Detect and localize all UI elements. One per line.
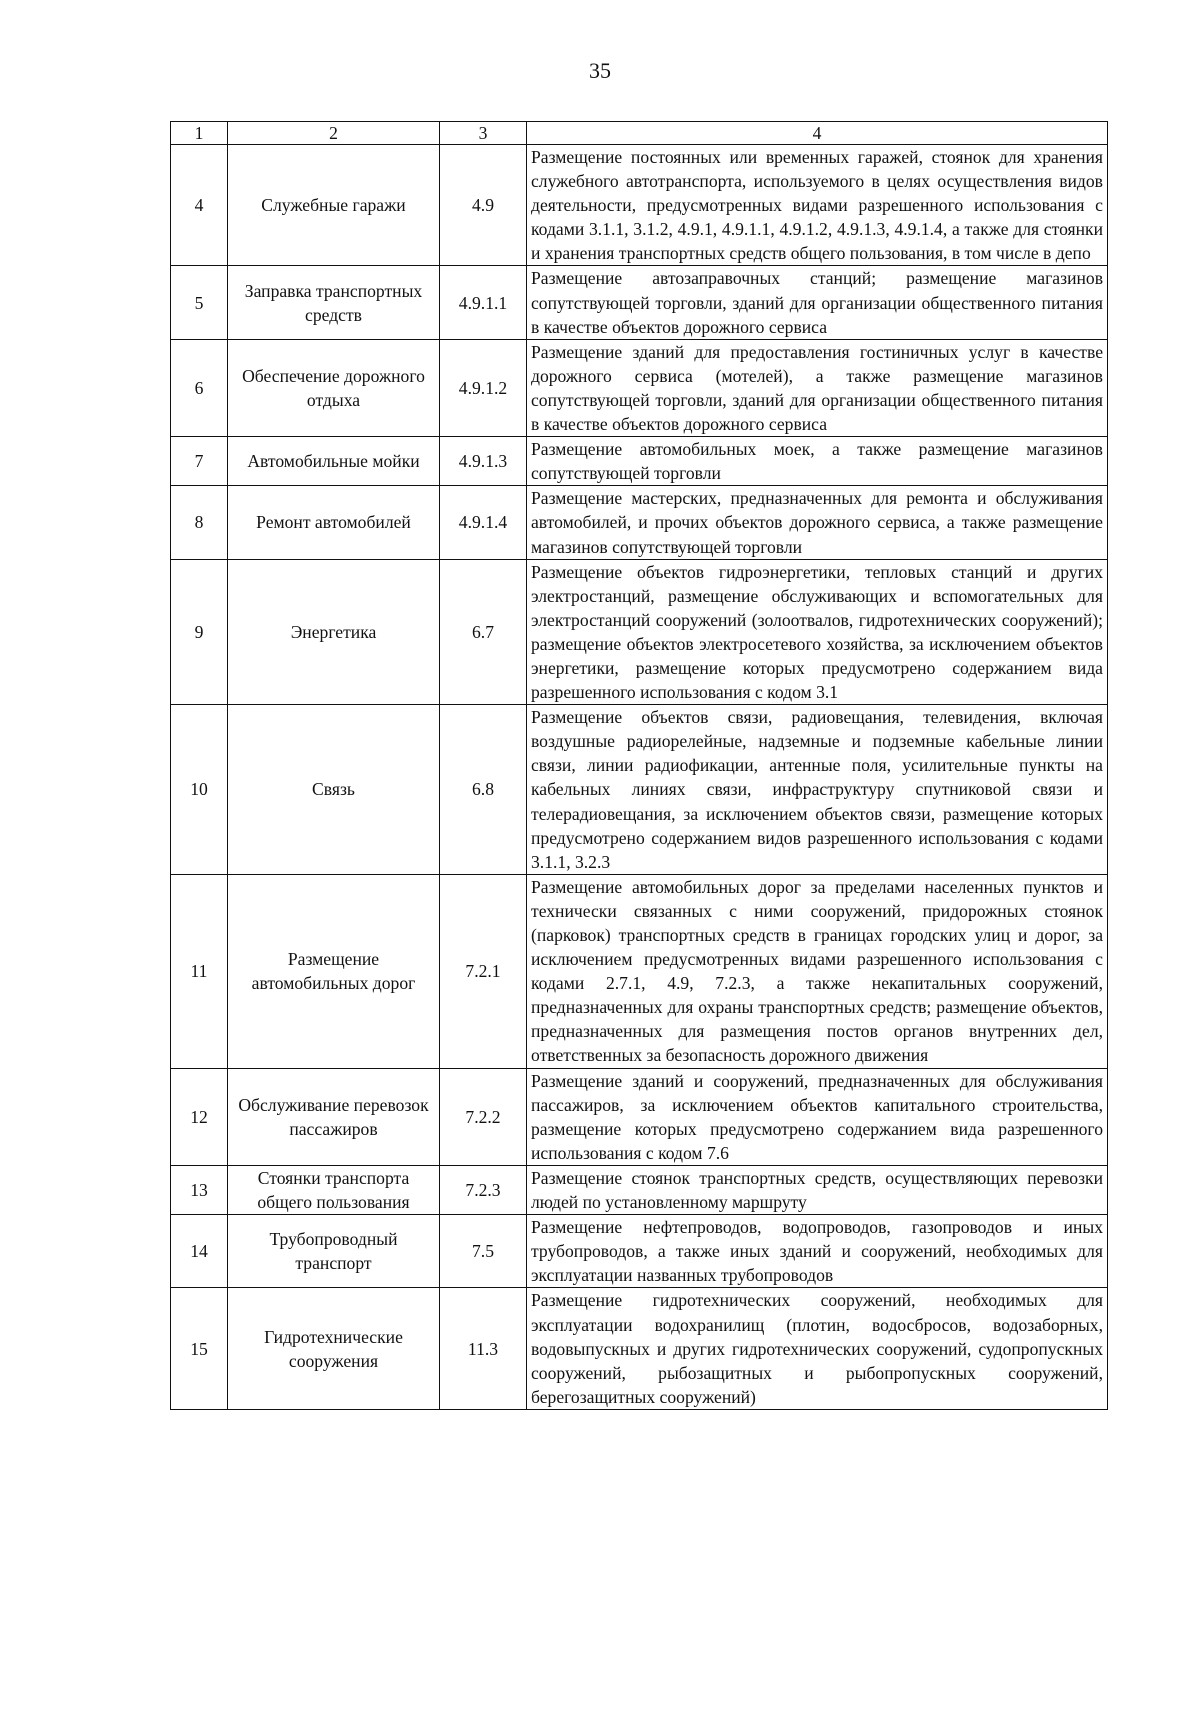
land-use-description: Размещение зданий и сооружений, предназначенных для обслуживания пассажиров, за исключением объектов капитального строительства, размещение которых предусмотрено содержанием вида разрешенного использования с кодом 7.6 [527, 1068, 1108, 1165]
land-use-table [170, 121, 1108, 1410]
land-use-code: 4.9.1.3 [440, 437, 527, 486]
table-row [171, 145, 1108, 266]
page-number: 35 [589, 58, 611, 83]
land-use-code: 7.2.1 [440, 874, 527, 1068]
land-use-description: Размещение гидротехнических сооружений, необходимых для эксплуатации водохранилищ (плотин, водосбросов, водозаборных, водовыпускных и других гидротехнических сооружений, судопропускных сооружений, рыбозащитных и рыбопропускных сооружений, берегозащитных сооружений) [527, 1288, 1108, 1409]
land-use-name: Заправка транспортных средств [228, 266, 440, 339]
land-use-description: Размещение зданий для предоставления гостиничных услуг в качестве дорожного сервиса (мотелей), а также размещение магазинов сопутствующей торговли, зданий для организации общественного питания в качестве объектов дорожного сервиса [527, 339, 1108, 436]
land-use-name: Служебные гаражи [228, 145, 440, 266]
row-number: 10 [171, 705, 228, 875]
header-col-1: 1 [171, 122, 228, 145]
row-number: 15 [171, 1288, 228, 1409]
land-use-name: Ремонт автомобилей [228, 486, 440, 559]
land-use-code: 6.8 [440, 705, 527, 875]
land-use-description: Размещение мастерских, предназначенных для ремонта и обслуживания автомобилей, и прочих объектов дорожного сервиса, а также размещение магазинов сопутствующей торговли [527, 486, 1108, 559]
land-use-code: 4.9 [440, 145, 527, 266]
land-use-code: 6.7 [440, 559, 527, 705]
row-number: 9 [171, 559, 228, 705]
land-use-code: 11.3 [440, 1288, 527, 1409]
land-use-name: Обслуживание перевозок пассажиров [228, 1068, 440, 1165]
land-use-name: Обеспечение дорожного отдыха [228, 339, 440, 436]
land-use-name: Размещение автомобильных дорог [228, 874, 440, 1068]
table-header-row [171, 122, 1108, 145]
land-use-name: Трубопроводный транспорт [228, 1215, 440, 1288]
table-row [171, 1215, 1108, 1288]
land-use-name: Связь [228, 705, 440, 875]
land-use-code: 4.9.1.1 [440, 266, 527, 339]
row-number: 7 [171, 437, 228, 486]
header-col-4: 4 [527, 122, 1108, 145]
land-use-code: 7.2.2 [440, 1068, 527, 1165]
land-use-code: 7.5 [440, 1215, 527, 1288]
table-row [171, 1288, 1108, 1409]
table-row [171, 437, 1108, 486]
row-number: 8 [171, 486, 228, 559]
land-use-code: 4.9.1.4 [440, 486, 527, 559]
header-col-3: 3 [440, 122, 527, 145]
table-row [171, 1165, 1108, 1214]
table-row [171, 266, 1108, 339]
row-number: 6 [171, 339, 228, 436]
header-col-2: 2 [228, 122, 440, 145]
land-use-description: Размещение стоянок транспортных средств, осуществляющих перевозки людей по установленному маршруту [527, 1165, 1108, 1214]
land-use-description: Размещение объектов связи, радиовещания, телевидения, включая воздушные радиорелейные, надземные и подземные кабельные линии связи, линии радиофикации, антенные поля, усилительные пункты на кабельных линиях связи, инфраструктуру спутниковой связи и телерадиовещания, за исключением объектов связи, размещение которых предусмотрено содержанием видов разрешенного использования с кодами 3.1.1, 3.2.3 [527, 705, 1108, 875]
row-number: 14 [171, 1215, 228, 1288]
land-use-code: 7.2.3 [440, 1165, 527, 1214]
table-row [171, 486, 1108, 559]
land-use-name: Гидротехнические сооружения [228, 1288, 440, 1409]
table-row [171, 559, 1108, 705]
land-use-description: Размещение автомобильных моек, а также размещение магазинов сопутствующей торговли [527, 437, 1108, 486]
land-use-name: Автомобильные мойки [228, 437, 440, 486]
land-use-description: Размещение автомобильных дорог за пределами населенных пунктов и технически связанных с ними сооружений, придорожных стоянок (парковок) транспортных средств в границах городских улиц и дорог, за исключением предусмотренных видами разрешенного использования с кодами 2.7.1, 4.9, 7.2.3, а также некапитальных сооружений, предназначенных для охраны транспортных средств; размещение объектов, предназначенных для размещения постов органов внутренних дел, ответственных за безопасность дорожного движения [527, 874, 1108, 1068]
land-use-description: Размещение нефтепроводов, водопроводов, газопроводов и иных трубопроводов, а также иных зданий и сооружений, необходимых для эксплуатации названных трубопроводов [527, 1215, 1108, 1288]
land-use-code: 4.9.1.2 [440, 339, 527, 436]
land-use-description: Размещение объектов гидроэнергетики, тепловых станций и других электростанций, размещение обслуживающих и вспомогательных для электростанций сооружений (золоотвалов, гидротехнических сооружений); размещение объектов электросетевого хозяйства, за исключением объектов энергетики, размещение которых предусмотрено содержанием вида разрешенного использования с кодом 3.1 [527, 559, 1108, 705]
row-number: 4 [171, 145, 228, 266]
table-row [171, 705, 1108, 875]
land-use-name: Энергетика [228, 559, 440, 705]
table-row [171, 1068, 1108, 1165]
row-number: 5 [171, 266, 228, 339]
table-row [171, 874, 1108, 1068]
land-use-description: Размещение постоянных или временных гаражей, стоянок для хранения служебного автотранспорта, используемого в целях осуществления видов деятельности, предусмотренных видами разрешенного использования с кодами 3.1.1, 3.1.2, 4.9.1, 4.9.1.1, 4.9.1.2, 4.9.1.3, 4.9.1.4, а также для стоянки и хранения транспортных средств общего пользования, в том числе в депо [527, 145, 1108, 266]
row-number: 13 [171, 1165, 228, 1214]
row-number: 11 [171, 874, 228, 1068]
row-number: 12 [171, 1068, 228, 1165]
land-use-description: Размещение автозаправочных станций; размещение магазинов сопутствующей торговли, зданий для организации общественного питания в качестве объектов дорожного сервиса [527, 266, 1108, 339]
table-row [171, 339, 1108, 436]
land-use-name: Стоянки транспорта общего пользования [228, 1165, 440, 1214]
